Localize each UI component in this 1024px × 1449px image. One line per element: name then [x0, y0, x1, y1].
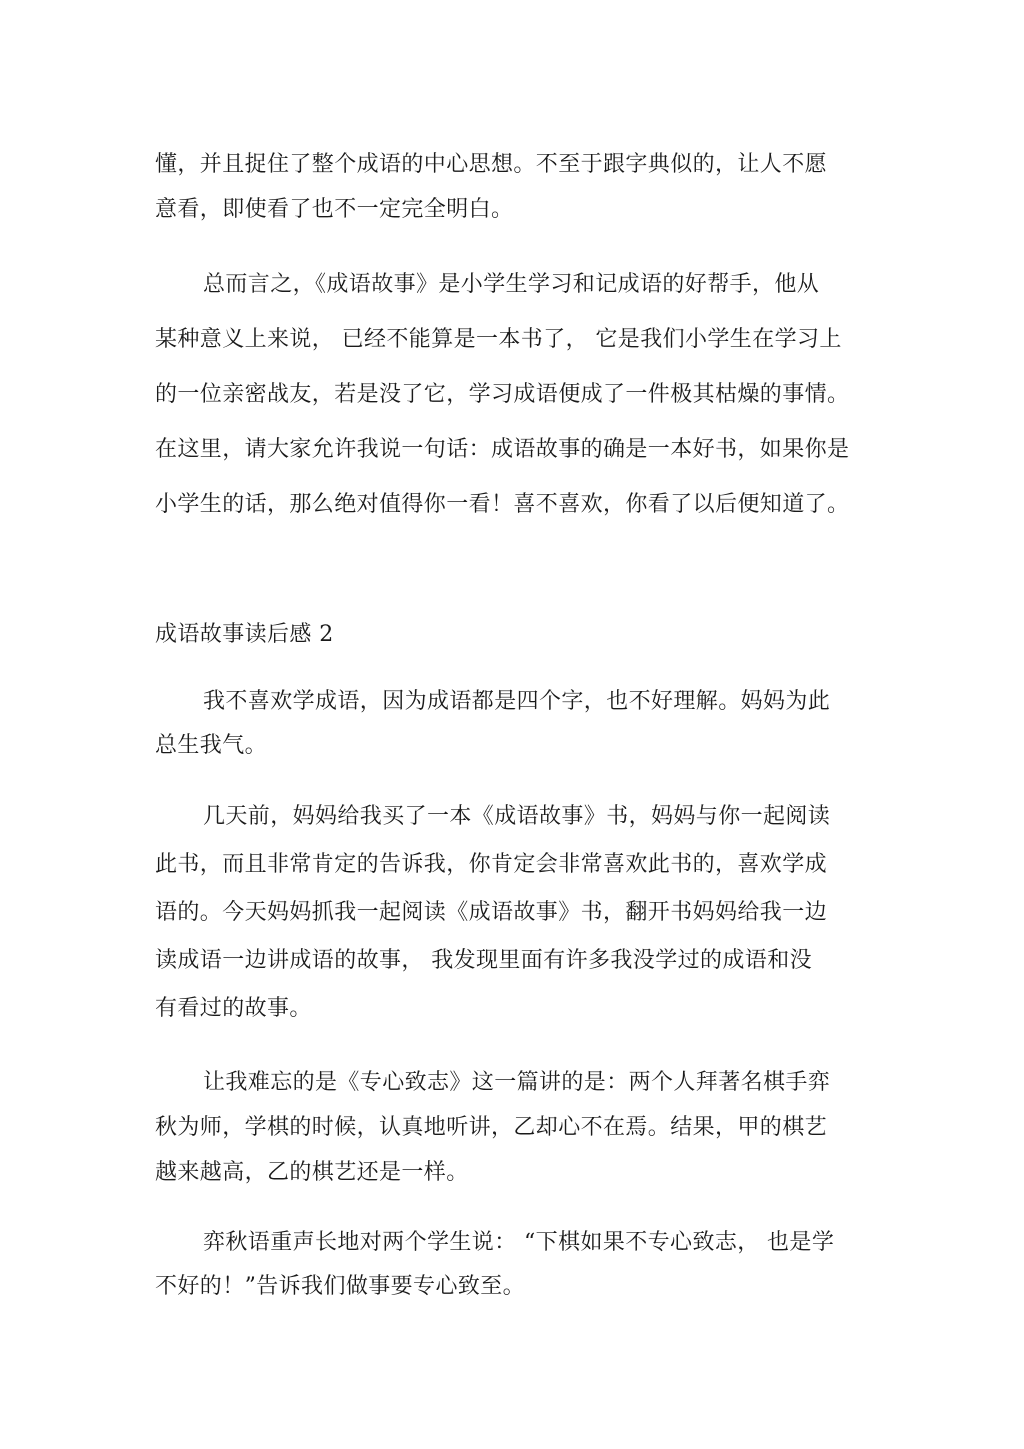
paragraph-line: 此书，而且非常肯定的告诉我，你肯定会非常喜欢此书的，喜欢学成 — [155, 852, 828, 877]
paragraph-line: 有看过的故事。 — [155, 996, 312, 1021]
paragraph-line: 的一位亲密战友，若是没了它，学习成语便成了一件极其枯燥的事情。 — [155, 382, 850, 407]
paragraph-line: 在这里，请大家允许我说一句话：成语故事的确是一本好书，如果你是 — [155, 437, 850, 462]
paragraph-line: 不好的！”告诉我们做事要专心致至。 — [155, 1274, 526, 1299]
paragraph-line: 几天前，妈妈给我买了一本《成语故事》书，妈妈与你一起阅读 — [203, 804, 831, 829]
paragraph-line: 秋为师，学棋的时候，认真地听讲，乙却心不在焉。结果，甲的棋艺 — [155, 1115, 828, 1140]
paragraph-line: 懂，并且捉住了整个成语的中心思想。不至于跟字典似的，让人不愿 — [155, 152, 828, 177]
paragraph-line: 让我难忘的是《专心致志》这一篇讲的是：两个人拜著名棋手弈 — [203, 1070, 831, 1095]
paragraph-line: 越来越高，乙的棋艺还是一样。 — [155, 1160, 469, 1185]
paragraph-line: 我不喜欢学成语，因为成语都是四个字，也不好理解。妈妈为此 — [203, 689, 831, 714]
section-heading: 成语故事读后感 2 — [155, 622, 334, 647]
paragraph-line: 某种意义上来说， 已经不能算是一本书了， 它是我们小学生在学习上 — [155, 327, 842, 352]
paragraph-line: 小学生的话，那么绝对值得你一看！喜不喜欢，你看了以后便知道了。 — [155, 492, 850, 517]
paragraph-line: 读成语一边讲成语的故事， 我发现里面有许多我没学过的成语和没 — [155, 948, 812, 973]
paragraph-line: 弈秋语重声长地对两个学生说： “下棋如果不专心致志， 也是学 — [203, 1230, 835, 1255]
paragraph-line: 总生我气。 — [155, 733, 268, 758]
paragraph-line: 意看，即使看了也不一定完全明白。 — [155, 197, 514, 222]
paragraph-line: 总而言之，《成语故事》是小学生学习和记成语的好帮手，他从 — [203, 272, 820, 297]
paragraph-line: 语的。今天妈妈抓我一起阅读《成语故事》书，翻开书妈妈给我一边 — [155, 900, 828, 925]
